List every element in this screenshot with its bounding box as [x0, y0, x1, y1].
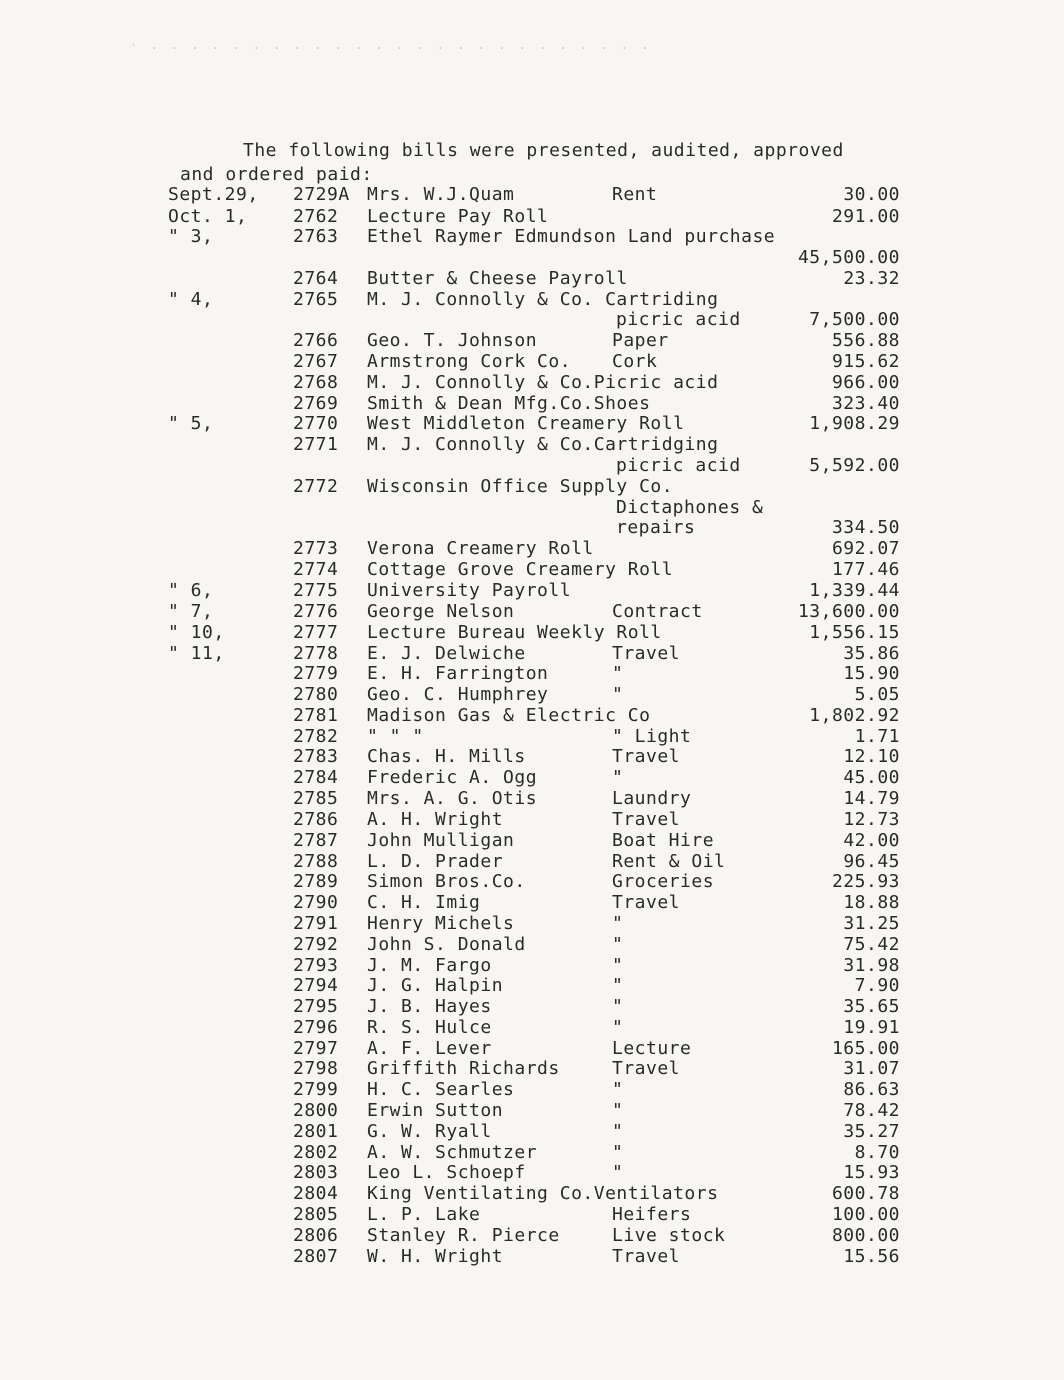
- row-voucher-number: 2791: [293, 913, 339, 934]
- row-purpose: Travel: [612, 809, 681, 830]
- ledger-row: [0, 413, 1064, 434]
- row-voucher-number: 2790: [293, 892, 339, 913]
- row-voucher-number: 2786: [293, 809, 339, 830]
- row-amount: 334.50: [831, 517, 900, 538]
- row-amount: 15.56: [843, 1246, 900, 1267]
- row-payee: L. D. Prader: [367, 851, 504, 872]
- row-amount: 1,802.92: [809, 705, 900, 726]
- ledger-row: [0, 1038, 1064, 1059]
- row-date: " 7,: [168, 601, 214, 622]
- row-amount: 600.78: [831, 1183, 900, 1204]
- row-amount: 35.86: [843, 643, 900, 664]
- row-amount: 5,592.00: [809, 455, 900, 476]
- row-purpose: ": [612, 955, 624, 976]
- row-payee: M. J. Connolly & Co.Picric acid: [367, 372, 719, 393]
- ledger-row: [0, 892, 1064, 913]
- row-date: " 4,: [168, 289, 214, 310]
- row-voucher-number: 2789: [293, 871, 339, 892]
- row-amount: 165.00: [831, 1038, 900, 1059]
- row-payee: George Nelson: [367, 601, 515, 622]
- row-voucher-number: 2794: [293, 975, 339, 996]
- ledger-row: [0, 809, 1064, 830]
- row-purpose: Travel: [612, 892, 681, 913]
- ledger-row: [0, 726, 1064, 747]
- row-purpose: Rent & Oil: [612, 851, 726, 872]
- row-amount: 7.90: [854, 975, 900, 996]
- row-purpose: ": [612, 934, 624, 955]
- ledger-row: [0, 184, 1064, 205]
- ledger-row: [0, 663, 1064, 684]
- row-purpose: picric acid: [616, 309, 741, 330]
- row-payee: King Ventilating Co.Ventilators: [367, 1183, 719, 1204]
- row-purpose: ": [612, 1079, 624, 1100]
- ledger-row: [0, 517, 1064, 538]
- row-payee: Verona Creamery Roll: [367, 538, 594, 559]
- row-payee: H. C. Searles: [367, 1079, 515, 1100]
- row-amount: 96.45: [843, 851, 900, 872]
- row-payee: Madison Gas & Electric Co: [367, 705, 651, 726]
- row-voucher-number: 2784: [293, 767, 339, 788]
- row-purpose: ": [612, 1162, 624, 1183]
- row-amount: 8.70: [854, 1142, 900, 1163]
- row-payee: Mrs. A. G. Otis: [367, 788, 538, 809]
- row-payee: Geo. T. Johnson: [367, 330, 538, 351]
- row-voucher-number: 2767: [293, 351, 339, 372]
- ledger-row: [0, 476, 1064, 497]
- ledger-row: [0, 372, 1064, 393]
- row-payee: R. S. Hulce: [367, 1017, 492, 1038]
- row-purpose: ": [612, 1017, 624, 1038]
- row-payee: Ethel Raymer Edmundson Land purchase: [367, 226, 776, 247]
- row-payee: A. H. Wright: [367, 809, 504, 830]
- row-voucher-number: 2777: [293, 622, 339, 643]
- row-payee: E. H. Farrington: [367, 663, 549, 684]
- ledger-row: [0, 1246, 1064, 1267]
- row-voucher-number: 2762: [293, 206, 339, 227]
- row-payee: Frederic A. Ogg: [367, 767, 538, 788]
- row-purpose: Contract: [612, 601, 703, 622]
- row-amount: 86.63: [843, 1079, 900, 1100]
- row-purpose: ": [612, 1142, 624, 1163]
- row-payee: J. M. Fargo: [367, 955, 492, 976]
- row-payee: L. P. Lake: [367, 1204, 481, 1225]
- ledger-row: [0, 351, 1064, 372]
- row-purpose: ": [612, 663, 624, 684]
- row-payee: Geo. C. Humphrey: [367, 684, 549, 705]
- row-amount: 556.88: [831, 330, 900, 351]
- row-purpose: Live stock: [612, 1225, 726, 1246]
- row-amount: 15.93: [843, 1162, 900, 1183]
- row-purpose: ": [612, 1121, 624, 1142]
- ledger-row: [0, 622, 1064, 643]
- ledger-row: [0, 559, 1064, 580]
- ledger-row: [0, 268, 1064, 289]
- row-voucher-number: 2772: [293, 476, 339, 497]
- row-amount: 23.32: [843, 268, 900, 289]
- row-date: " 10,: [168, 622, 225, 643]
- row-payee: Lecture Pay Roll: [367, 206, 549, 227]
- row-voucher-number: 2795: [293, 996, 339, 1017]
- row-purpose: Dictaphones &: [616, 497, 764, 518]
- row-amount: 1,556.15: [809, 622, 900, 643]
- row-amount: 31.25: [843, 913, 900, 934]
- ledger-row: [0, 309, 1064, 330]
- row-voucher-number: 2801: [293, 1121, 339, 1142]
- row-voucher-number: 2773: [293, 538, 339, 559]
- row-voucher-number: 2798: [293, 1058, 339, 1079]
- row-amount: 5.05: [854, 684, 900, 705]
- row-voucher-number: 2764: [293, 268, 339, 289]
- ledger-row: [0, 643, 1064, 664]
- ledger-row: [0, 767, 1064, 788]
- ledger-row: [0, 538, 1064, 559]
- row-voucher-number: 2799: [293, 1079, 339, 1100]
- row-payee: Mrs. W.J.Quam: [367, 184, 515, 205]
- ledger-row: [0, 1100, 1064, 1121]
- ledger-row: [0, 393, 1064, 414]
- row-amount: 31.98: [843, 955, 900, 976]
- row-payee: E. J. Delwiche: [367, 643, 526, 664]
- row-payee: W. H. Wright: [367, 1246, 504, 1267]
- ledger-row: [0, 851, 1064, 872]
- row-purpose: ": [612, 996, 624, 1017]
- row-purpose: ": [612, 913, 624, 934]
- row-purpose: ": [612, 975, 624, 996]
- ledger-row: [0, 1162, 1064, 1183]
- row-amount: 13,600.00: [797, 601, 900, 622]
- ledger-row: [0, 455, 1064, 476]
- row-voucher-number: 2763: [293, 226, 339, 247]
- intro-line-1: The following bills were presented, audited, approved: [243, 140, 844, 161]
- row-payee: Butter & Cheese Payroll: [367, 268, 628, 289]
- row-payee: C. H. Imig: [367, 892, 481, 913]
- row-voucher-number: 2804: [293, 1183, 339, 1204]
- row-payee: A. W. Schmutzer: [367, 1142, 538, 1163]
- row-purpose: Groceries: [612, 871, 715, 892]
- row-payee: Stanley R. Pierce: [367, 1225, 560, 1246]
- row-purpose: repairs: [616, 517, 696, 538]
- row-date: " 3,: [168, 226, 214, 247]
- ledger-row: [0, 580, 1064, 601]
- row-date: " 5,: [168, 413, 214, 434]
- row-payee: G. W. Ryall: [367, 1121, 492, 1142]
- ledger-row: [0, 955, 1064, 976]
- row-purpose: Travel: [612, 1058, 681, 1079]
- row-payee: John S. Donald: [367, 934, 526, 955]
- row-payee: Griffith Richards: [367, 1058, 560, 1079]
- row-purpose: Laundry: [612, 788, 692, 809]
- row-payee: M. J. Connolly & Co.Cartridging: [367, 434, 719, 455]
- row-date: " 11,: [168, 643, 225, 664]
- row-purpose: Lecture: [612, 1038, 692, 1059]
- row-amount: 1,339.44: [809, 580, 900, 601]
- row-purpose: Paper: [612, 330, 669, 351]
- row-voucher-number: 2785: [293, 788, 339, 809]
- row-purpose: Travel: [612, 1246, 681, 1267]
- row-purpose: picric acid: [616, 455, 741, 476]
- row-voucher-number: 2765: [293, 289, 339, 310]
- ledger-row: [0, 226, 1064, 247]
- ledger-row: [0, 1121, 1064, 1142]
- row-voucher-number: 2788: [293, 851, 339, 872]
- row-amount: 915.62: [831, 351, 900, 372]
- row-amount: 692.07: [831, 538, 900, 559]
- row-voucher-number: 2783: [293, 746, 339, 767]
- row-amount: 78.42: [843, 1100, 900, 1121]
- row-amount: 291.00: [831, 206, 900, 227]
- row-voucher-number: 2806: [293, 1225, 339, 1246]
- intro-line-2: and ordered paid:: [180, 164, 373, 185]
- row-amount: 177.46: [831, 559, 900, 580]
- ledger-row: [0, 913, 1064, 934]
- row-payee: Leo L. Schoepf: [367, 1162, 526, 1183]
- row-voucher-number: 2780: [293, 684, 339, 705]
- row-date: " 6,: [168, 580, 214, 601]
- row-voucher-number: 2793: [293, 955, 339, 976]
- ledger-row: [0, 247, 1064, 268]
- row-amount: 7,500.00: [809, 309, 900, 330]
- row-payee: A. F. Lever: [367, 1038, 492, 1059]
- row-amount: 100.00: [831, 1204, 900, 1225]
- ledger-row: [0, 1204, 1064, 1225]
- row-voucher-number: 2803: [293, 1162, 339, 1183]
- row-payee: Cottage Grove Creamery Roll: [367, 559, 674, 580]
- ledger-row: [0, 1058, 1064, 1079]
- row-amount: 30.00: [843, 184, 900, 205]
- row-purpose: Rent: [612, 184, 658, 205]
- ledger-row: [0, 705, 1064, 726]
- row-payee: Henry Michels: [367, 913, 515, 934]
- ledger-row: [0, 434, 1064, 455]
- row-purpose: ": [612, 684, 624, 705]
- row-payee: West Middleton Creamery Roll: [367, 413, 685, 434]
- row-payee: Armstrong Cork Co.: [367, 351, 572, 372]
- row-purpose: " Light: [612, 726, 692, 747]
- ledger-row: [0, 206, 1064, 227]
- ledger-row: [0, 330, 1064, 351]
- row-voucher-number: 2802: [293, 1142, 339, 1163]
- ledger-row: [0, 1142, 1064, 1163]
- row-amount: 35.65: [843, 996, 900, 1017]
- row-purpose: Travel: [612, 643, 681, 664]
- row-voucher-number: 2778: [293, 643, 339, 664]
- row-payee: Lecture Bureau Weekly Roll: [367, 622, 662, 643]
- row-amount: 18.88: [843, 892, 900, 913]
- row-voucher-number: 2771: [293, 434, 339, 455]
- row-amount: 35.27: [843, 1121, 900, 1142]
- ledger-row: [0, 975, 1064, 996]
- ledger-row: [0, 1225, 1064, 1246]
- row-purpose: Cork: [612, 351, 658, 372]
- row-voucher-number: 2774: [293, 559, 339, 580]
- ledger-row: [0, 788, 1064, 809]
- row-amount: 1,908.29: [809, 413, 900, 434]
- ledger-row: [0, 996, 1064, 1017]
- ledger-row: [0, 601, 1064, 622]
- row-voucher-number: 2797: [293, 1038, 339, 1059]
- row-voucher-number: 2776: [293, 601, 339, 622]
- row-purpose: Travel: [612, 746, 681, 767]
- ledger-row: [0, 1183, 1064, 1204]
- row-purpose: Heifers: [612, 1204, 692, 1225]
- row-purpose: Boat Hire: [612, 830, 715, 851]
- row-voucher-number: 2729A: [293, 184, 350, 205]
- row-voucher-number: 2787: [293, 830, 339, 851]
- row-amount: 75.42: [843, 934, 900, 955]
- row-voucher-number: 2782: [293, 726, 339, 747]
- row-payee: University Payroll: [367, 580, 572, 601]
- row-amount: 225.93: [831, 871, 900, 892]
- row-voucher-number: 2775: [293, 580, 339, 601]
- row-amount: 42.00: [843, 830, 900, 851]
- row-payee: Simon Bros.Co.: [367, 871, 526, 892]
- ledger-row: [0, 1079, 1064, 1100]
- row-voucher-number: 2769: [293, 393, 339, 414]
- row-amount: 1.71: [854, 726, 900, 747]
- row-payee: J. G. Halpin: [367, 975, 504, 996]
- row-voucher-number: 2805: [293, 1204, 339, 1225]
- row-voucher-number: 2770: [293, 413, 339, 434]
- row-payee: J. B. Hayes: [367, 996, 492, 1017]
- row-payee: " " ": [367, 726, 424, 747]
- row-amount: 966.00: [831, 372, 900, 393]
- row-voucher-number: 2807: [293, 1246, 339, 1267]
- row-payee: Smith & Dean Mfg.Co.Shoes: [367, 393, 651, 414]
- row-amount: 14.79: [843, 788, 900, 809]
- row-voucher-number: 2796: [293, 1017, 339, 1038]
- row-amount: 323.40: [831, 393, 900, 414]
- row-voucher-number: 2766: [293, 330, 339, 351]
- row-payee: M. J. Connolly & Co. Cartriding: [367, 289, 719, 310]
- row-voucher-number: 2768: [293, 372, 339, 393]
- row-amount: 12.73: [843, 809, 900, 830]
- row-payee: Wisconsin Office Supply Co.: [367, 476, 674, 497]
- faint-header-marks: · . . . . . . . . . . . . . . . . . . . . . . . . .: [130, 38, 652, 52]
- row-payee: Erwin Sutton: [367, 1100, 504, 1121]
- ledger-row: [0, 830, 1064, 851]
- row-voucher-number: 2781: [293, 705, 339, 726]
- ledger-row: [0, 746, 1064, 767]
- ledger-row: [0, 684, 1064, 705]
- ledger-row: [0, 934, 1064, 955]
- row-amount: 45.00: [843, 767, 900, 788]
- row-amount: 800.00: [831, 1225, 900, 1246]
- row-date: Oct. 1,: [168, 206, 248, 227]
- row-amount: 15.90: [843, 663, 900, 684]
- ledger-row: [0, 1017, 1064, 1038]
- row-payee: John Mulligan: [367, 830, 515, 851]
- ledger-row: [0, 497, 1064, 518]
- row-voucher-number: 2779: [293, 663, 339, 684]
- row-date: Sept.29,: [168, 184, 259, 205]
- row-payee: Chas. H. Mills: [367, 746, 526, 767]
- row-amount: 45,500.00: [797, 247, 900, 268]
- row-amount: 31.07: [843, 1058, 900, 1079]
- row-amount: 12.10: [843, 746, 900, 767]
- ledger-row: [0, 289, 1064, 310]
- row-purpose: ": [612, 1100, 624, 1121]
- row-voucher-number: 2792: [293, 934, 339, 955]
- row-purpose: ": [612, 767, 624, 788]
- row-voucher-number: 2800: [293, 1100, 339, 1121]
- row-amount: 19.91: [843, 1017, 900, 1038]
- ledger-row: [0, 871, 1064, 892]
